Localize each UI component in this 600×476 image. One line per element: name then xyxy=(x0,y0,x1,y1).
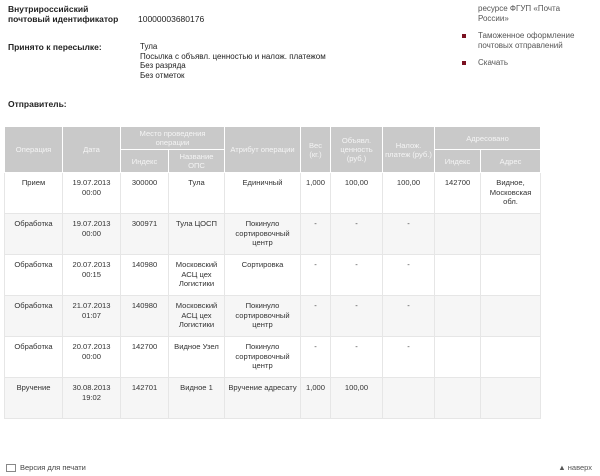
cell-address xyxy=(481,337,541,378)
cell-index: 300971 xyxy=(121,214,169,255)
cell-attribute: Вручение адресату xyxy=(225,378,301,419)
cell-addr-index xyxy=(435,214,481,255)
cell-ops-name: Тула xyxy=(169,173,225,214)
cell-declared: - xyxy=(331,214,383,255)
sidebar-pre-line2: России» xyxy=(478,13,509,23)
col-addr-index: Индекс xyxy=(435,150,481,173)
cell-address xyxy=(481,378,541,419)
table-row xyxy=(5,296,541,337)
table-row xyxy=(5,255,541,296)
cell-operation: Обработка xyxy=(5,214,63,255)
cell-cod: - xyxy=(383,255,435,296)
sidebar-link-download-label: Скачать xyxy=(478,58,508,67)
print-version-link[interactable] xyxy=(6,463,86,472)
received-city: Тула xyxy=(140,42,158,51)
col-ops-name: Название ОПС xyxy=(169,150,225,173)
cell-attribute: Покинуло сортировочный центр xyxy=(225,337,301,378)
scroll-top-link[interactable]: ▲ наверх xyxy=(558,463,592,472)
col-location-group: Место проведения операции xyxy=(121,127,225,150)
cell-ops-name: Видное Узел xyxy=(169,337,225,378)
col-index: Индекс xyxy=(121,150,169,173)
cell-address: Видное, Московская обл. xyxy=(481,173,541,214)
received-type: Посылка с объявл. ценностью и налож. платежом xyxy=(140,51,326,61)
col-operation: Операция xyxy=(5,127,63,173)
printer-icon xyxy=(6,464,16,472)
cell-operation: Обработка xyxy=(5,296,63,337)
cell-cod: 100,00 xyxy=(383,173,435,214)
received-values xyxy=(140,42,326,80)
col-cod: Налож. платеж (руб.) xyxy=(383,127,435,173)
sidebar xyxy=(460,4,595,68)
cell-ops-name: Московский АСЦ цех Логистики xyxy=(169,296,225,337)
cell-cod: - xyxy=(383,337,435,378)
cell-cod xyxy=(383,378,435,419)
table-row xyxy=(5,378,541,419)
col-date: Дата xyxy=(63,127,121,173)
tracking-table xyxy=(4,126,541,419)
cell-weight: - xyxy=(301,337,331,378)
cell-index: 142700 xyxy=(121,337,169,378)
tracking-number: 10000003680176 xyxy=(138,14,205,24)
cell-operation: Обработка xyxy=(5,255,63,296)
cell-operation: Прием xyxy=(5,173,63,214)
bullet-icon xyxy=(462,34,466,38)
sidebar-link-customs-label: Таможенное оформление почтовых отправлений xyxy=(478,31,575,50)
sidebar-link-download[interactable] xyxy=(460,58,595,68)
cell-index: 142701 xyxy=(121,378,169,419)
cell-declared: - xyxy=(331,296,383,337)
cell-ops-name: Московский АСЦ цех Логистики xyxy=(169,255,225,296)
sidebar-link-customs[interactable] xyxy=(460,31,595,50)
col-address-group: Адресовано xyxy=(435,127,541,150)
tracking-header xyxy=(8,4,205,24)
col-attribute: Атрибут операции xyxy=(225,127,301,173)
table-row xyxy=(5,173,541,214)
cell-declared: - xyxy=(331,255,383,296)
cell-attribute: Единичный xyxy=(225,173,301,214)
cell-date: 20.07.2013 00:00 xyxy=(63,337,121,378)
cell-weight: - xyxy=(301,296,331,337)
cell-date: 19.07.2013 00:00 xyxy=(63,173,121,214)
cell-weight: 1,000 xyxy=(301,378,331,419)
cell-attribute: Сортировка xyxy=(225,255,301,296)
cell-operation: Вручение xyxy=(5,378,63,419)
cell-weight: - xyxy=(301,214,331,255)
received-label: Принято к пересылке: xyxy=(8,42,102,52)
cell-cod: - xyxy=(383,214,435,255)
cell-cod: - xyxy=(383,296,435,337)
cell-index: 140980 xyxy=(121,255,169,296)
cell-attribute: Покинуло сортировочный центр xyxy=(225,296,301,337)
bullet-icon xyxy=(462,61,466,65)
table-row xyxy=(5,337,541,378)
cell-address xyxy=(481,255,541,296)
cell-declared: 100,00 xyxy=(331,173,383,214)
cell-addr-index xyxy=(435,337,481,378)
cell-attribute: Покинуло сортировочный центр xyxy=(225,214,301,255)
sidebar-pre-line1: ресурсе ФГУП «Почта xyxy=(478,4,561,13)
col-address: Адрес xyxy=(481,150,541,173)
cell-index: 300000 xyxy=(121,173,169,214)
sender-label: Отправитель: xyxy=(8,99,67,109)
cell-date: 19.07.2013 00:00 xyxy=(63,214,121,255)
received-marks: Без отметок xyxy=(140,70,185,80)
received-class: Без разряда xyxy=(140,61,186,70)
cell-addr-index: 142700 xyxy=(435,173,481,214)
cell-addr-index xyxy=(435,255,481,296)
cell-date: 30.08.2013 19:02 xyxy=(63,378,121,419)
cell-date: 20.07.2013 00:15 xyxy=(63,255,121,296)
cell-weight: - xyxy=(301,255,331,296)
table-row xyxy=(5,214,541,255)
cell-addr-index xyxy=(435,296,481,337)
cell-addr-index xyxy=(435,378,481,419)
cell-weight: 1,000 xyxy=(301,173,331,214)
cell-declared: 100,00 xyxy=(331,378,383,419)
cell-operation: Обработка xyxy=(5,337,63,378)
cell-ops-name: Тула ЦОСП xyxy=(169,214,225,255)
cell-ops-name: Видное 1 xyxy=(169,378,225,419)
cell-declared: - xyxy=(331,337,383,378)
cell-index: 140980 xyxy=(121,296,169,337)
tracking-label: почтовый идентификатор xyxy=(8,14,119,24)
internal-label: Внутрироссийский xyxy=(8,4,89,14)
print-version-label: Версия для печати xyxy=(20,463,86,472)
col-declared: Объявл. ценность (руб.) xyxy=(331,127,383,173)
cell-date: 21.07.2013 01:07 xyxy=(63,296,121,337)
cell-address xyxy=(481,296,541,337)
cell-address xyxy=(481,214,541,255)
col-weight: Вес (кг.) xyxy=(301,127,331,173)
